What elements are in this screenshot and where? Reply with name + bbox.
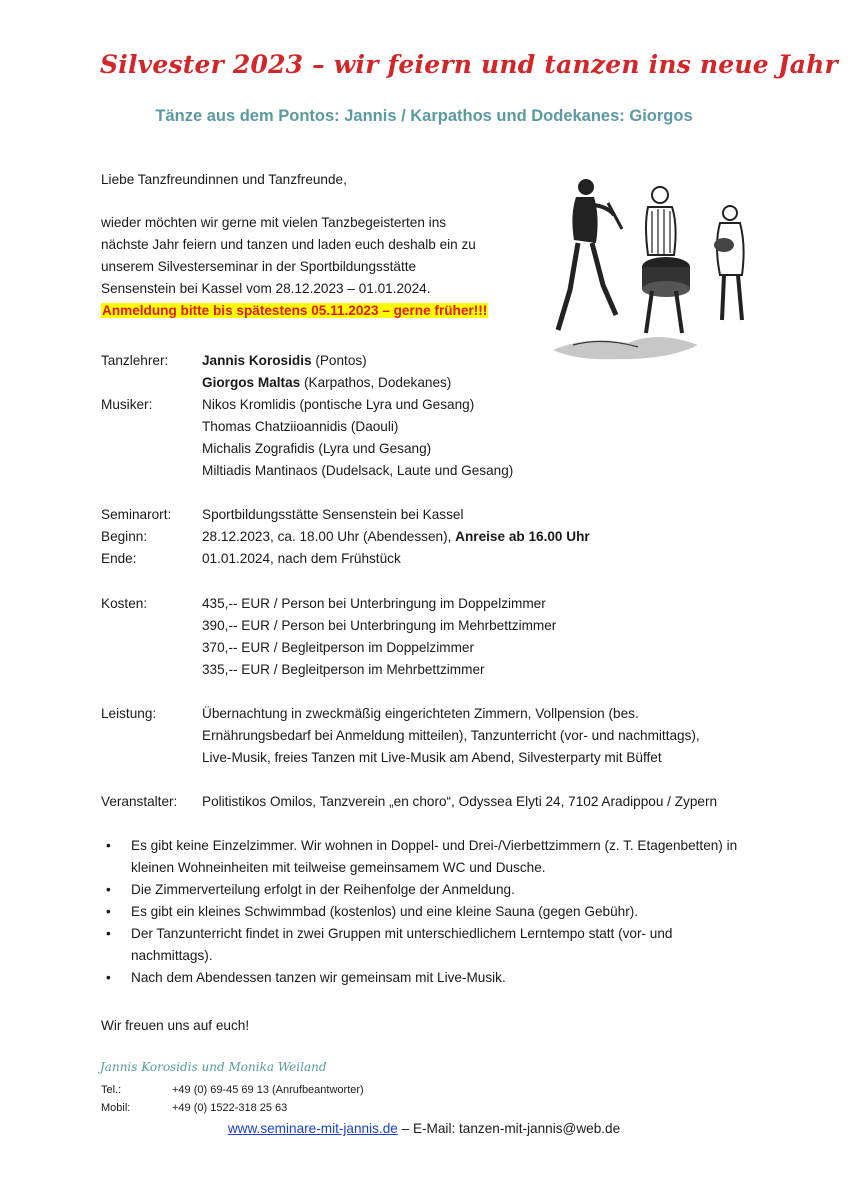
tel-label: Tel.: — [101, 1084, 122, 1096]
veranstalter-label: Veranstalter: — [101, 794, 178, 809]
website-link[interactable]: www.seminare-mit-jannis.de — [227, 1121, 398, 1136]
bullet-icon: • — [106, 882, 111, 897]
page-subtitle: Tänze aus dem Pontos: Jannis / Karpathos und Dodekanes: Giorgos — [155, 107, 693, 125]
ende-value: 01.01.2024, nach dem Frühstück — [202, 551, 401, 566]
musiker-line: Miltiadis Mantinaos (Dudelsack, Laute und Gesang) — [202, 463, 514, 478]
page-title: Silvester 2023 – wir feiern und tanzen ins neue Jahr — [100, 50, 838, 79]
seminarort-value: Sportbildungsstätte Sensenstein bei Kassel — [202, 507, 464, 522]
registration-deadline — [101, 300, 488, 322]
beginn-label: Beginn: — [101, 529, 148, 544]
tanzlehrer-1 — [202, 350, 367, 372]
bullet-icon: • — [106, 904, 111, 919]
beginn-text: 28.12.2023, ca. 18.00 Uhr (Abendessen), — [202, 529, 456, 544]
signature: Jannis Korosidis und Monika Weiland — [100, 1060, 327, 1074]
list-item: • Die Zimmerverteilung erfolgt in der Reihenfolge der Anmeldung. — [101, 879, 741, 901]
list-item: • Es gibt keine Einzelzimmer. Wir wohnen in Doppel- und Drei-/Vierbettzimmern (z. T. Etagenbetten) in kleinen Wohneinheiten mit teilweise gemeinsamem WC und Dusche. — [101, 835, 741, 879]
tanzlehrer-2 — [202, 372, 451, 394]
bullet-icon: • — [106, 838, 111, 853]
teacher-name: Giorgos Maltas — [202, 375, 301, 390]
teacher-name: Jannis Korosidis — [202, 353, 312, 368]
musiker-line: Thomas Chatziioannidis (Daouli) — [202, 419, 399, 434]
beginn-value — [202, 526, 590, 548]
list-item: • Es gibt ein kleines Schwimmbad (kostenlos) und eine kleine Sauna (gegen Gebühr). — [101, 901, 741, 923]
email-text: – E-Mail: tanzen-mit-jannis@web.de — [397, 1121, 621, 1136]
kosten-line: 335,-- EUR / Begleitperson im Mehrbettzimmer — [202, 662, 485, 677]
list-item: • Nach dem Abendessen tanzen wir gemeinsam mit Live-Musik. — [101, 967, 741, 989]
footer-contact — [0, 1121, 848, 1136]
leistung-line: Ernährungsbedarf bei Anmeldung mitteilen), Tanzunterricht (vor- und nachmittags), — [202, 728, 700, 743]
veranstalter-value: Politistikos Omilos, Tanzverein „en choro“, Odyssea Elyti 24, 7102 Aradippou / Zypern — [202, 794, 718, 809]
mobil-value: +49 (0) 1522-318 25 63 — [172, 1102, 288, 1114]
mobil-label: Mobil: — [101, 1102, 131, 1114]
musiker-line: Nikos Kromlidis (pontische Lyra und Gesang) — [202, 397, 475, 412]
intro-line-4: Sensenstein bei Kassel vom 28.12.2023 – 01.01.2024. — [101, 281, 431, 296]
leistung-line: Live-Musik, freies Tanzen mit Live-Musik am Abend, Silvesterparty mit Büffet — [202, 750, 662, 765]
ende-label: Ende: — [101, 551, 137, 566]
bullet-icon: • — [106, 970, 111, 985]
intro-line-1: wieder möchten wir gerne mit vielen Tanzbegeisterten ins — [101, 215, 447, 230]
tel-value: +49 (0) 69-45 69 13 (Anrufbeantworter) — [172, 1084, 364, 1096]
beginn-arrival: Anreise ab 16.00 Uhr — [455, 529, 590, 544]
kosten-line: 390,-- EUR / Person bei Unterbringung im Mehrbettzimmer — [202, 618, 557, 633]
kosten-label: Kosten: — [101, 596, 148, 611]
info-bullet-list — [101, 835, 741, 989]
bullet-icon: • — [106, 926, 111, 941]
musiker-label: Musiker: — [101, 397, 153, 412]
greeting: Liebe Tanzfreundinnen und Tanzfreunde, — [101, 172, 347, 187]
dancers-illustration — [548, 165, 758, 365]
leistung-line: Übernachtung in zweckmäßig eingerichteten Zimmern, Vollpension (bes. — [202, 706, 639, 721]
kosten-line: 370,-- EUR / Begleitperson im Doppelzimmer — [202, 640, 474, 655]
teacher-note: (Pontos) — [311, 353, 367, 368]
kosten-line: 435,-- EUR / Person bei Unterbringung im Doppelzimmer — [202, 596, 546, 611]
registration-note: Anmeldung bitte bis spätestens 05.11.2023 – gerne früher!!! — [102, 303, 488, 318]
intro-line-3: unserem Silvesterseminar in der Sportbildungsstätte — [101, 259, 417, 274]
closing-text: Wir freuen uns auf euch! — [101, 1018, 250, 1033]
musiker-line: Michalis Zografidis (Lyra und Gesang) — [202, 441, 432, 456]
intro-line-2: nächste Jahr feiern und tanzen und laden euch deshalb ein zu — [101, 237, 476, 252]
seminarort-label: Seminarort: — [101, 507, 172, 522]
tanzlehrer-label: Tanzlehrer: — [101, 353, 169, 368]
teacher-note: (Karpathos, Dodekanes) — [300, 375, 452, 390]
leistung-label: Leistung: — [101, 706, 157, 721]
list-item: • Der Tanzunterricht findet in zwei Gruppen mit unterschiedlichem Lerntempo statt (vor- und nachmittags). — [101, 923, 741, 967]
